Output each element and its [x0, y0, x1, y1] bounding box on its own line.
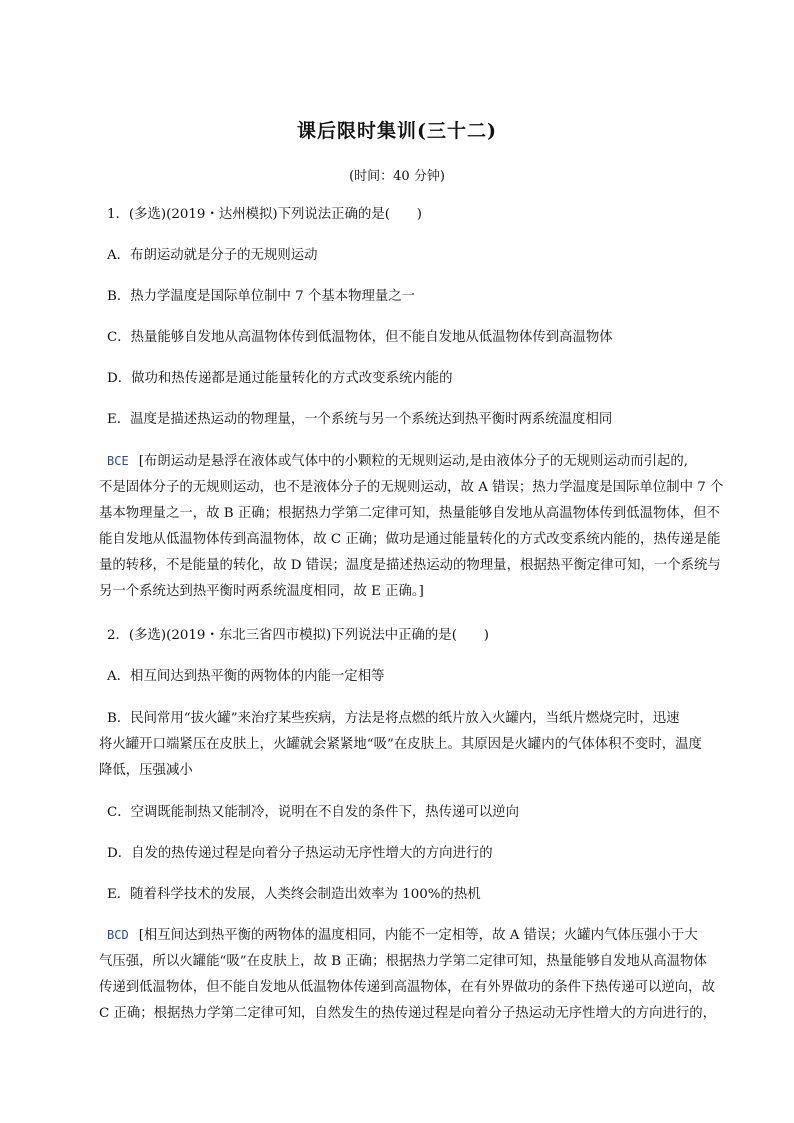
- q2-explanation: [99, 922, 729, 1027]
- q1-option-a: A．布朗运动就是分子的无规则运动: [107, 248, 318, 263]
- question-2-stem: 2．(多选)(2019・东北三省四市模拟)下列说法中正确的是( ): [107, 628, 489, 643]
- q2-explanation-line: 传递到低温物体，但不能自发地从低温物体传递到高温物体，在有外界做功的条件下热传递可以逆向，故: [99, 980, 715, 995]
- q2-option-a: A．相互间达到热平衡的两物体的内能一定相等: [107, 669, 385, 684]
- q1-explanation-line: 另一个系统达到热平衡时两系统温度相同，故 E 正确。]: [99, 584, 424, 599]
- time-limit: (时间：40 分钟): [349, 169, 445, 184]
- q1-option-d: D．做功和热传递都是通过能量转化的方式改变系统内能的: [107, 371, 453, 386]
- q2-option-b-line: 降低，压强减小: [99, 763, 193, 778]
- q1-explanation-line: 不是固体分子的无规则运动，也不是液体分子的无规则运动，故 A 错误；热力学温度是国际单位制中 7 个: [99, 480, 724, 495]
- q2-answer: BCD: [107, 928, 129, 942]
- q2-option-d: D．自发的热传递过程是向着分子热运动无序性增大的方向进行的: [107, 846, 493, 861]
- q1-explanation-line: 能自发地从低温物体传到高温物体，故 C 正确；做功是通过能量转化的方式改变系统内能的，热传递是能: [99, 532, 721, 547]
- q2-option-c: C．空调既能制热又能制冷，说明在不自发的条件下，热传递可以逆向: [107, 805, 519, 820]
- q1-option-e: E．温度是描述热运动的物理量，一个系统与另一个系统达到热平衡时两系统温度相同: [107, 412, 613, 427]
- q1-answer: BCE: [107, 454, 129, 468]
- page-title: 课后限时集训(三十二): [297, 120, 497, 142]
- q1-option-b: B．热力学温度是国际单位制中 7 个基本物理量之一: [107, 289, 416, 304]
- question-1-stem: 1．(多选)(2019・达州模拟)下列说法正确的是( ): [107, 207, 422, 222]
- q2-explanation-line: [相互间达到热平衡的两物体的温度相同，内能不一定相等，故 A 错误；火罐内气体压强小于大: [138, 928, 698, 943]
- q2-explanation-line: C 正确；根据热力学第二定律可知，自然发生的热传递过程是向着分子热运动无序性增大的方向进行的，: [99, 1006, 717, 1021]
- q2-option-e: E．随着科学技术的发展，人类终会制造出效率为 100%的热机: [107, 887, 481, 902]
- q1-explanation-line: 基本物理量之一，故 B 正确；根据热力学第二定律可知，热量能够自发地从高温物体传到低温物体，但不: [99, 506, 720, 521]
- q1-option-c: C．热量能够自发地从高温物体传到低温物体，但不能自发地从低温物体传到高温物体: [107, 330, 613, 345]
- q1-explanation-line: 量的转移，不是能量的转化，故 D 错误；温度是描述热运动的物理量，根据热平衡定律可知，一个系统与: [99, 558, 721, 573]
- q2-option-b: [99, 706, 729, 784]
- q2-option-b-line: B．民间常用“拔火罐”来治疗某些疾病，方法是将点燃的纸片放入火罐内，当纸片燃烧完时，迅速: [107, 711, 680, 726]
- q1-explanation: [99, 448, 729, 605]
- q2-explanation-line: 气压强，所以火罐能“吸”在皮肤上，故 B 正确；根据热力学第二定律可知，热量能够自发地从高温物体: [99, 954, 707, 969]
- q1-explanation-line: [布朗运动是悬浮在液体或气体中的小颗粒的无规则运动,是由液体分子的无规则运动而引起的,: [138, 454, 689, 469]
- q2-option-b-line: 将火罐开口端紧压在皮肤上，火罐就会紧紧地“吸”在皮肤上。其原因是火罐内的气体体积不变时，温度: [99, 737, 702, 752]
